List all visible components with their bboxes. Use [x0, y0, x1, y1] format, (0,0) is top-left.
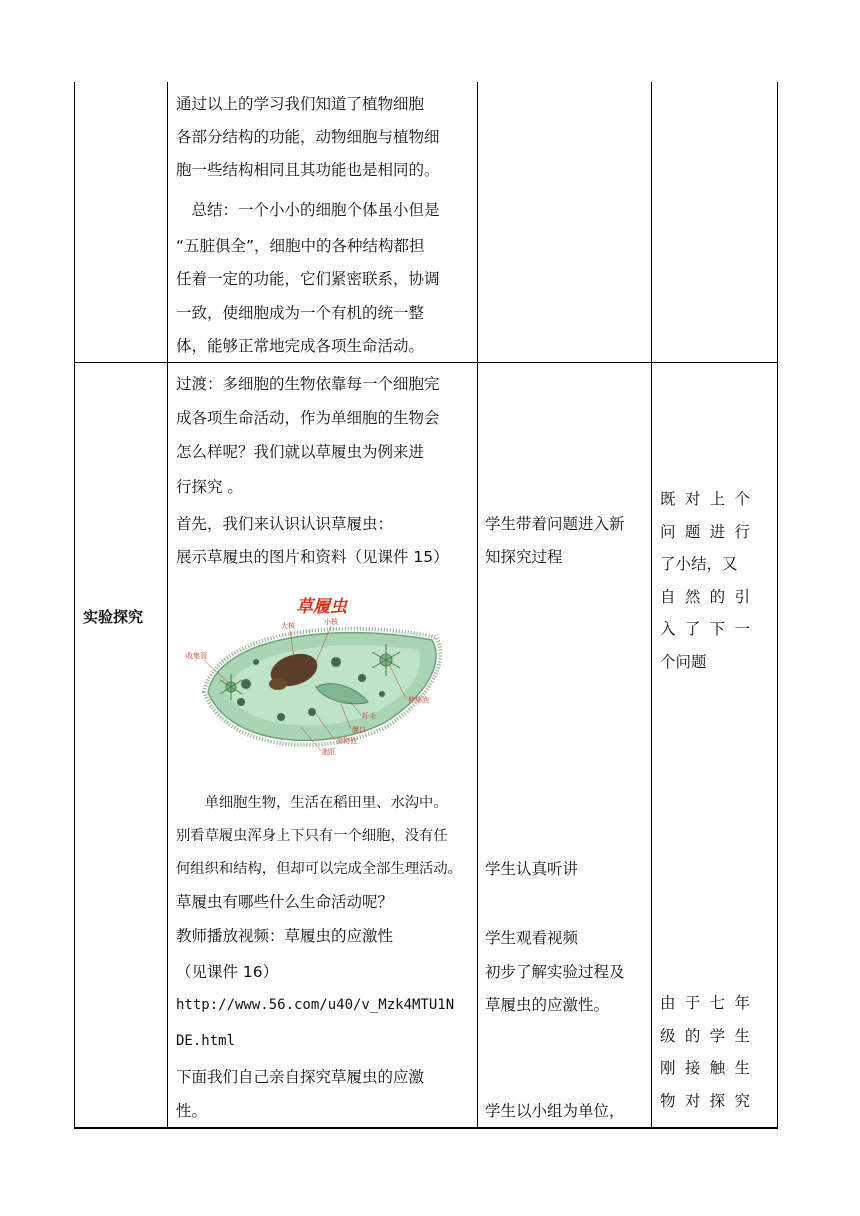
summary-line: 总结：一个小小的细胞个体虽小但是 [176, 201, 440, 219]
intent-line: 物 对 探 究 [660, 1091, 750, 1110]
figure-title: 草履虫 [296, 597, 347, 617]
teacher-line: 性。 [176, 1102, 208, 1120]
intent-line: 入 了 下 一 [660, 620, 750, 638]
teacher-line: 行探究 。 [176, 478, 243, 496]
student-line: 学生认真听讲 [485, 860, 579, 878]
summary-line: 通过以上的学习我们知道了植物细胞 [176, 95, 425, 113]
figure-label: 膜口 [352, 726, 366, 734]
table-border-left [74, 82, 75, 1128]
design-intent-note-2 [660, 987, 750, 1117]
student-line: 初步了解实验过程及 [485, 963, 625, 981]
teacher-line: 怎么样呢？我们就以草履虫为例来进 [176, 443, 425, 461]
section-label: 实验探究 [83, 608, 144, 626]
figure-label: 胞肛 [322, 748, 336, 756]
video-link[interactable]: http://www.56.com/u40/v_Mzk4MTU1N [176, 997, 455, 1013]
student-line: 学生带着问题进入新 [485, 515, 625, 533]
summary-line: 各部分结构的功能，动物细胞与植物细 [176, 128, 440, 146]
teacher-line: 过渡：多细胞的生物依靠每一个细胞完 [176, 375, 440, 393]
teacher-line: 下面我们自己亲自探究草履虫的应激 [176, 1068, 425, 1086]
design-intent-note-1 [660, 483, 750, 678]
teacher-line: （见课件 16） [176, 963, 279, 981]
intent-line: 了小结，又 [660, 555, 738, 573]
table-divider-col2 [477, 82, 478, 1128]
paramecium-figure [186, 592, 456, 762]
teacher-line: 成各项生命活动，作为单细胞的生物会 [176, 409, 440, 427]
intent-line: 自 然 的 引 [660, 587, 750, 606]
student-line: 知探究过程 [485, 548, 563, 566]
summary-line: 体，能够正常地完成各项生命活动。 [176, 337, 425, 355]
table-border-right [777, 82, 778, 1128]
intent-line: 级 的 学 生 [660, 1026, 750, 1045]
intent-line: 刚 接 触 生 [660, 1059, 750, 1077]
table-divider-col1 [167, 82, 168, 1128]
figure-label: 收集管 [186, 652, 207, 660]
teacher-line: 教师播放视频：草履虫的应激性 [176, 927, 394, 945]
student-line: 学生观看视频 [485, 929, 579, 947]
teacher-desc-line: 何组织和结构，但却可以完成全部生理活动。 [176, 861, 462, 877]
figure-label: 小核 [324, 618, 338, 626]
teacher-desc-line: 单细胞生物，生活在稻田里、水沟中。 [176, 795, 448, 811]
figure-label: 纤毛 [362, 712, 376, 720]
intent-line: 个问题 [660, 652, 707, 671]
student-line: 草履虫的应激性。 [485, 996, 610, 1014]
figure-label: 食物泡 [336, 737, 357, 745]
summary-line: 胞一些结构相同且其功能也是相同的。 [176, 161, 440, 179]
teacher-line: 展示草履虫的图片和资料（见课件 15） [176, 548, 449, 566]
intent-line: 问 题 进 行 [660, 522, 750, 541]
summary-line: 一致，使细胞成为一个有机的统一整 [176, 304, 425, 322]
paramecium-illustration [186, 592, 456, 762]
intent-line: 既 对 上 个 [660, 490, 750, 508]
figure-label: 伸缩泡 [408, 696, 429, 704]
table-divider-col3 [651, 82, 652, 1128]
teacher-line: 首先，我们来认识认识草履虫： [176, 515, 394, 533]
summary-line: “五脏俱全”，细胞中的各种结构都担 [176, 237, 425, 255]
teacher-desc-line: 别看草履虫浑身上下只有一个细胞，没有任 [176, 828, 448, 844]
student-line: 学生以小组为单位， [485, 1102, 625, 1120]
figure-label: 大核 [281, 622, 295, 630]
intent-line: 由 于 七 年 [660, 994, 750, 1012]
summary-line: 任着一定的功能，它们紧密联系，协调 [176, 270, 440, 288]
video-link-continued[interactable]: DE.html [176, 1033, 236, 1049]
teacher-line: 草履虫有哪些什么生命活动呢？ [176, 893, 394, 911]
